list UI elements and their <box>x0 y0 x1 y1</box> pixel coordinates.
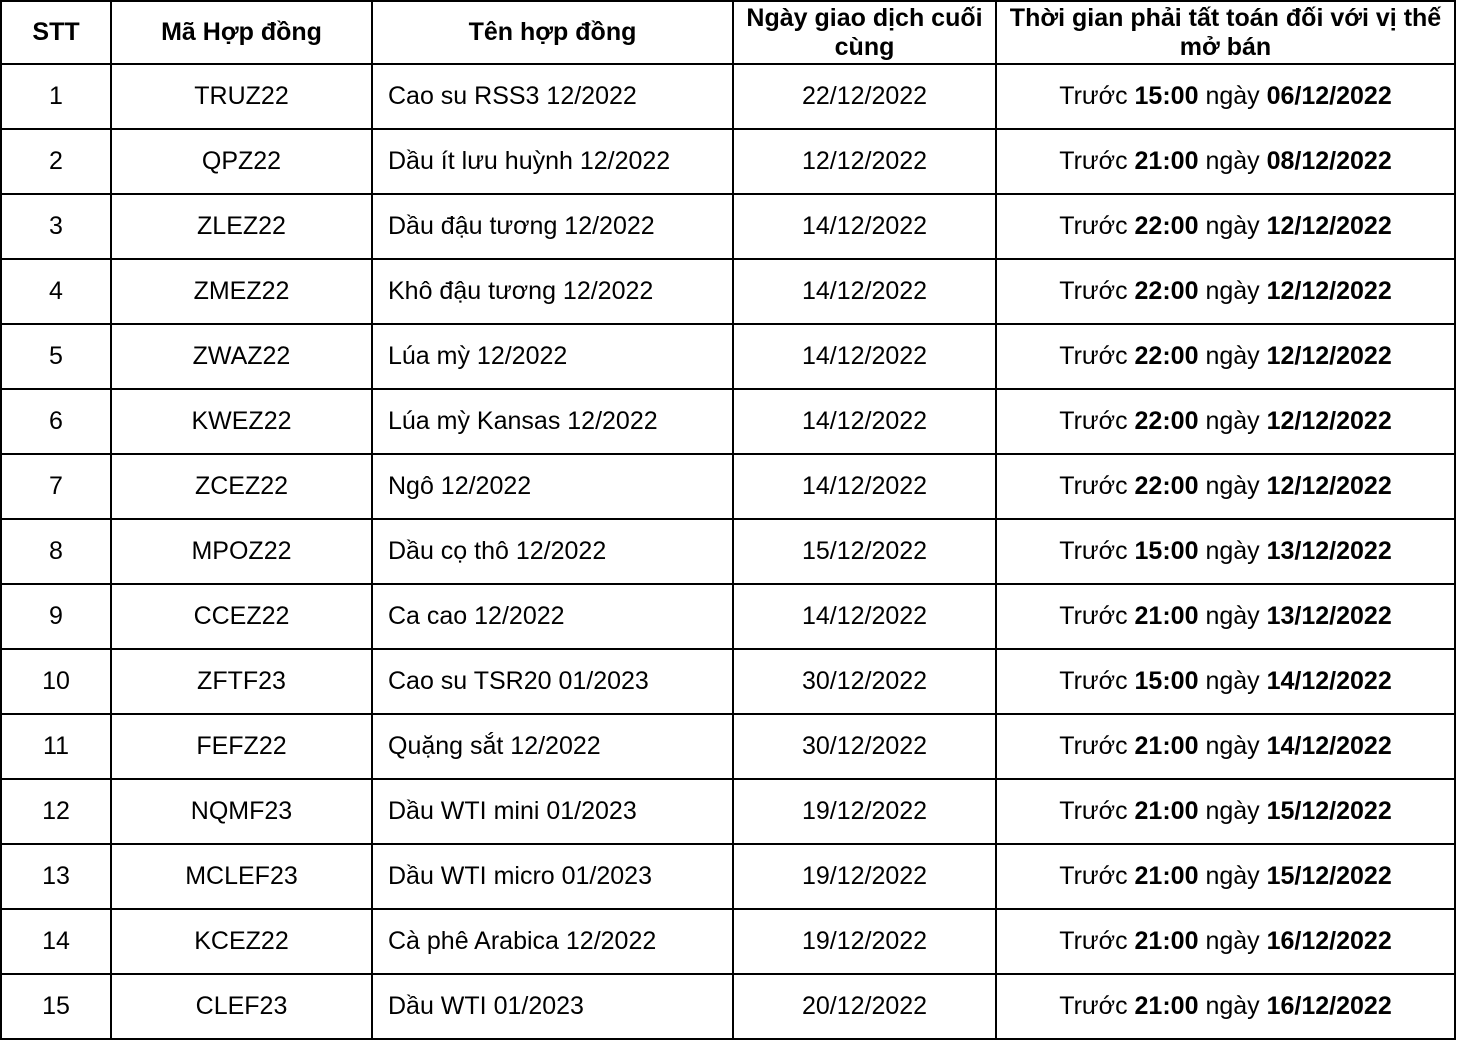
row-contract-name: Cà phê Arabica 12/2022 <box>372 909 733 974</box>
header-contract-name: Tên hợp đồng <box>372 1 733 64</box>
deadline-day-word: ngày <box>1205 212 1260 240</box>
row-stt: 5 <box>1 324 111 389</box>
row-contract-code: ZCEZ22 <box>111 454 372 519</box>
deadline-prefix: Trước <box>1059 797 1128 825</box>
row-contract-name: Khô đậu tương 12/2022 <box>372 259 733 324</box>
deadline-date: 12/12/2022 <box>1266 212 1392 240</box>
row-last-trading-day: 20/12/2022 <box>733 974 996 1039</box>
row-contract-name: Ngô 12/2022 <box>372 454 733 519</box>
row-contract-name: Quặng sắt 12/2022 <box>372 714 733 779</box>
table-row <box>1 584 1455 649</box>
row-last-trading-day: 19/12/2022 <box>733 779 996 844</box>
deadline-date: 12/12/2022 <box>1266 342 1392 370</box>
header-contract-code: Mã Hợp đồng <box>111 1 372 64</box>
table-row <box>1 259 1455 324</box>
deadline-time: 22:00 <box>1134 342 1199 370</box>
row-settlement-deadline <box>996 844 1455 909</box>
deadline-date: 12/12/2022 <box>1266 407 1392 435</box>
deadline-prefix: Trước <box>1059 732 1128 760</box>
row-contract-code: ZMEZ22 <box>111 259 372 324</box>
deadline-time: 21:00 <box>1134 732 1199 760</box>
deadline-date: 14/12/2022 <box>1266 732 1392 760</box>
row-contract-code: KWEZ22 <box>111 389 372 454</box>
deadline-time: 22:00 <box>1134 407 1199 435</box>
deadline-prefix: Trước <box>1059 667 1128 695</box>
row-stt: 8 <box>1 519 111 584</box>
row-contract-code: ZLEZ22 <box>111 194 372 259</box>
deadline-prefix: Trước <box>1059 342 1128 370</box>
row-contract-code: NQMF23 <box>111 779 372 844</box>
deadline-prefix: Trước <box>1059 82 1128 110</box>
deadline-date: 14/12/2022 <box>1266 667 1392 695</box>
deadline-prefix: Trước <box>1059 277 1128 305</box>
deadline-date: 12/12/2022 <box>1266 472 1392 500</box>
row-stt: 3 <box>1 194 111 259</box>
deadline-time: 15:00 <box>1134 82 1199 110</box>
table-row <box>1 324 1455 389</box>
deadline-day-word: ngày <box>1205 147 1260 175</box>
row-contract-name: Cao su TSR20 01/2023 <box>372 649 733 714</box>
deadline-day-word: ngày <box>1205 992 1260 1020</box>
deadline-day-word: ngày <box>1205 342 1260 370</box>
table-row <box>1 454 1455 519</box>
row-settlement-deadline <box>996 259 1455 324</box>
table-row <box>1 974 1455 1039</box>
row-contract-name: Dầu ít lưu huỳnh 12/2022 <box>372 129 733 194</box>
deadline-time: 21:00 <box>1134 797 1199 825</box>
row-contract-name: Dầu WTI micro 01/2023 <box>372 844 733 909</box>
row-contract-name: Dầu đậu tương 12/2022 <box>372 194 733 259</box>
deadline-time: 22:00 <box>1134 472 1199 500</box>
header-row <box>1 1 1455 64</box>
row-contract-name: Dầu cọ thô 12/2022 <box>372 519 733 584</box>
table-row <box>1 519 1455 584</box>
deadline-day-word: ngày <box>1205 862 1260 890</box>
row-stt: 1 <box>1 64 111 129</box>
row-contract-name: Lúa mỳ 12/2022 <box>372 324 733 389</box>
deadline-prefix: Trước <box>1059 407 1128 435</box>
row-contract-name: Cao su RSS3 12/2022 <box>372 64 733 129</box>
table-row <box>1 779 1455 844</box>
row-stt: 9 <box>1 584 111 649</box>
deadline-day-word: ngày <box>1205 667 1260 695</box>
deadline-date: 12/12/2022 <box>1266 277 1392 305</box>
row-settlement-deadline <box>996 389 1455 454</box>
row-stt: 13 <box>1 844 111 909</box>
row-contract-code: QPZ22 <box>111 129 372 194</box>
row-stt: 6 <box>1 389 111 454</box>
deadline-day-word: ngày <box>1205 797 1260 825</box>
table-row <box>1 129 1455 194</box>
row-settlement-deadline <box>996 974 1455 1039</box>
row-contract-code: TRUZ22 <box>111 64 372 129</box>
deadline-time: 15:00 <box>1134 667 1199 695</box>
table-body <box>1 64 1455 1039</box>
row-settlement-deadline <box>996 454 1455 519</box>
row-last-trading-day: 14/12/2022 <box>733 454 996 519</box>
deadline-date: 06/12/2022 <box>1266 82 1392 110</box>
table-row <box>1 649 1455 714</box>
table-row <box>1 844 1455 909</box>
deadline-prefix: Trước <box>1059 537 1128 565</box>
deadline-prefix: Trước <box>1059 927 1128 955</box>
deadline-time: 22:00 <box>1134 277 1199 305</box>
deadline-date: 15/12/2022 <box>1266 797 1392 825</box>
deadline-day-word: ngày <box>1205 277 1260 305</box>
deadline-prefix: Trước <box>1059 472 1128 500</box>
deadline-time: 21:00 <box>1134 992 1199 1020</box>
row-stt: 14 <box>1 909 111 974</box>
row-stt: 7 <box>1 454 111 519</box>
row-settlement-deadline <box>996 584 1455 649</box>
row-contract-name: Lúa mỳ Kansas 12/2022 <box>372 389 733 454</box>
deadline-time: 22:00 <box>1134 212 1199 240</box>
row-contract-code: CLEF23 <box>111 974 372 1039</box>
row-stt: 12 <box>1 779 111 844</box>
deadline-date: 08/12/2022 <box>1266 147 1392 175</box>
row-last-trading-day: 14/12/2022 <box>733 324 996 389</box>
row-contract-code: MCLEF23 <box>111 844 372 909</box>
deadline-date: 13/12/2022 <box>1266 537 1392 565</box>
deadline-time: 21:00 <box>1134 147 1199 175</box>
row-last-trading-day: 22/12/2022 <box>733 64 996 129</box>
table-row <box>1 909 1455 974</box>
deadline-time: 21:00 <box>1134 862 1199 890</box>
header-last-trading-day: Ngày giao dịch cuối cùng <box>733 1 996 64</box>
table-row <box>1 389 1455 454</box>
row-contract-name: Ca cao 12/2022 <box>372 584 733 649</box>
row-contract-code: MPOZ22 <box>111 519 372 584</box>
row-last-trading-day: 30/12/2022 <box>733 649 996 714</box>
deadline-prefix: Trước <box>1059 212 1128 240</box>
row-settlement-deadline <box>996 714 1455 779</box>
deadline-time: 21:00 <box>1134 602 1199 630</box>
deadline-prefix: Trước <box>1059 147 1128 175</box>
row-contract-code: CCEZ22 <box>111 584 372 649</box>
row-settlement-deadline <box>996 909 1455 974</box>
row-stt: 2 <box>1 129 111 194</box>
deadline-date: 16/12/2022 <box>1266 927 1392 955</box>
deadline-date: 13/12/2022 <box>1266 602 1392 630</box>
deadline-date: 15/12/2022 <box>1266 862 1392 890</box>
row-contract-code: FEFZ22 <box>111 714 372 779</box>
deadline-day-word: ngày <box>1205 472 1260 500</box>
deadline-day-word: ngày <box>1205 927 1260 955</box>
row-settlement-deadline <box>996 779 1455 844</box>
row-contract-code: ZFTF23 <box>111 649 372 714</box>
deadline-day-word: ngày <box>1205 82 1260 110</box>
row-stt: 11 <box>1 714 111 779</box>
row-last-trading-day: 30/12/2022 <box>733 714 996 779</box>
row-settlement-deadline <box>996 129 1455 194</box>
header-settlement-deadline: Thời gian phải tất toán đối với vị thế mở bán <box>996 1 1455 64</box>
row-contract-code: KCEZ22 <box>111 909 372 974</box>
deadline-day-word: ngày <box>1205 407 1260 435</box>
deadline-time: 21:00 <box>1134 927 1199 955</box>
table-row <box>1 64 1455 129</box>
table-row <box>1 714 1455 779</box>
row-contract-name: Dầu WTI mini 01/2023 <box>372 779 733 844</box>
deadline-prefix: Trước <box>1059 602 1128 630</box>
deadline-day-word: ngày <box>1205 602 1260 630</box>
row-last-trading-day: 19/12/2022 <box>733 844 996 909</box>
row-settlement-deadline <box>996 194 1455 259</box>
header-stt: STT <box>1 1 111 64</box>
row-stt: 10 <box>1 649 111 714</box>
deadline-time: 15:00 <box>1134 537 1199 565</box>
row-settlement-deadline <box>996 64 1455 129</box>
table-row <box>1 194 1455 259</box>
row-settlement-deadline <box>996 324 1455 389</box>
row-last-trading-day: 19/12/2022 <box>733 909 996 974</box>
deadline-prefix: Trước <box>1059 862 1128 890</box>
row-last-trading-day: 14/12/2022 <box>733 584 996 649</box>
row-stt: 15 <box>1 974 111 1039</box>
row-contract-code: ZWAZ22 <box>111 324 372 389</box>
row-settlement-deadline <box>996 519 1455 584</box>
row-last-trading-day: 14/12/2022 <box>733 194 996 259</box>
deadline-day-word: ngày <box>1205 732 1260 760</box>
deadline-date: 16/12/2022 <box>1266 992 1392 1020</box>
deadline-prefix: Trước <box>1059 992 1128 1020</box>
row-last-trading-day: 12/12/2022 <box>733 129 996 194</box>
row-stt: 4 <box>1 259 111 324</box>
row-contract-name: Dầu WTI 01/2023 <box>372 974 733 1039</box>
row-settlement-deadline <box>996 649 1455 714</box>
row-last-trading-day: 14/12/2022 <box>733 389 996 454</box>
deadline-day-word: ngày <box>1205 537 1260 565</box>
row-last-trading-day: 14/12/2022 <box>733 259 996 324</box>
row-last-trading-day: 15/12/2022 <box>733 519 996 584</box>
